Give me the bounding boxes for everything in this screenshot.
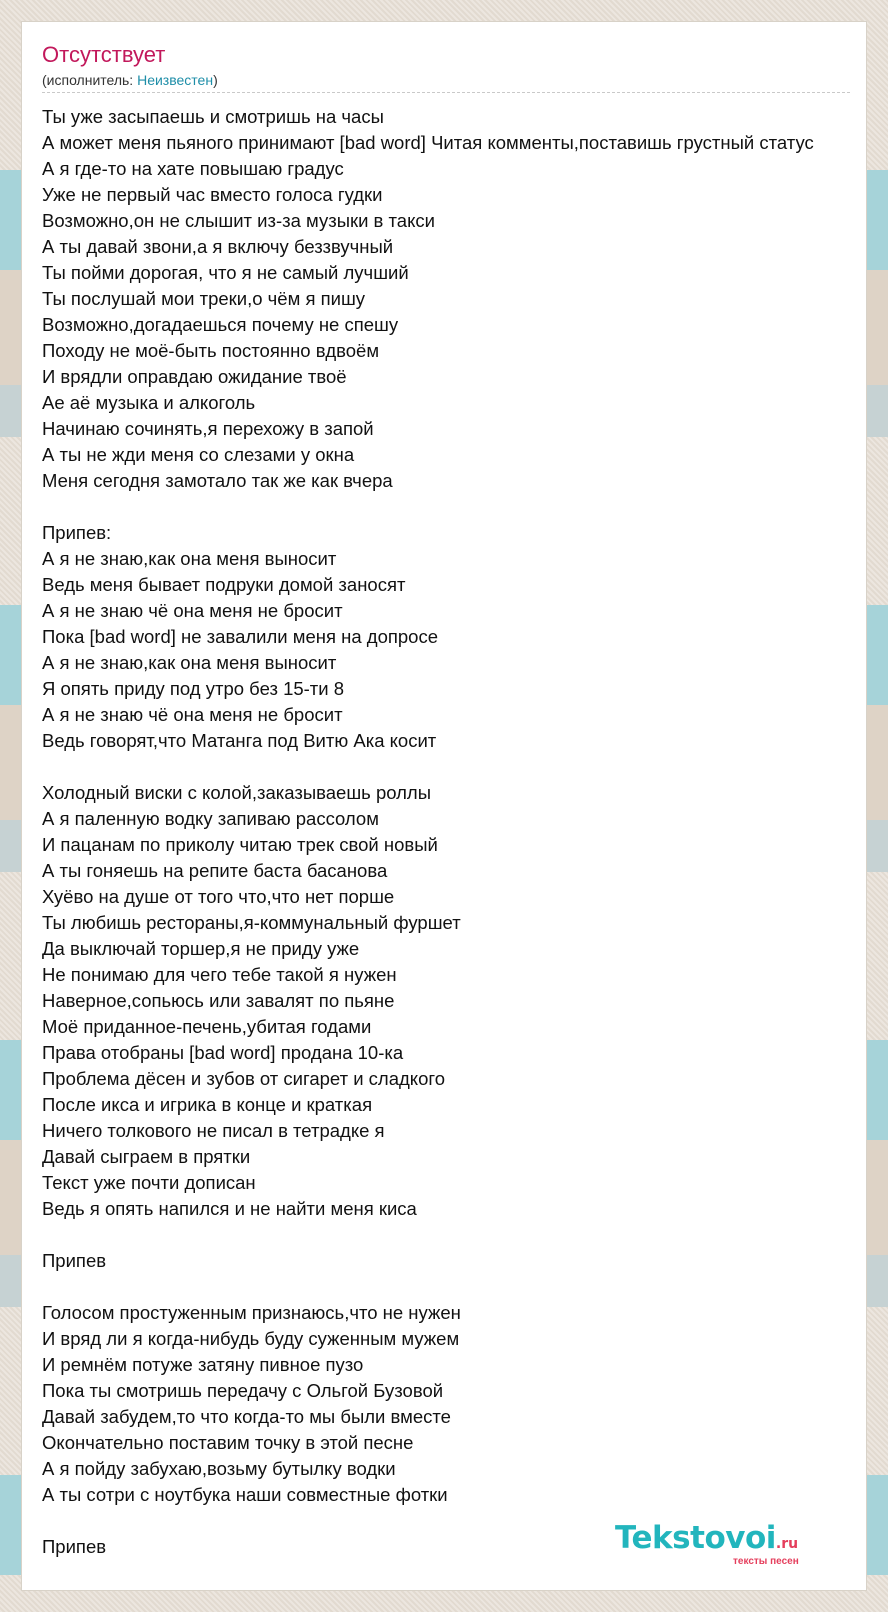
lyric-line: Ведь говорят,что Матанга под Витю Ака косит: [42, 730, 437, 751]
lyric-line: Припев: [42, 1250, 107, 1271]
lyric-line: [42, 1274, 866, 1300]
header-divider: [42, 92, 850, 93]
lyric-line: Ты уже засыпаешь и смотришь на часы: [42, 106, 384, 127]
lyric-line: Да выключай торшер,я не приду уже: [42, 938, 360, 959]
lyric-line: И врядли оправдаю ожидание твоё: [42, 366, 347, 387]
lyric-line: Припев: [42, 1536, 107, 1557]
lyric-line: А ты давай звони,а я включу беззвучный: [42, 236, 394, 257]
performer-link[interactable]: Неизвестен: [137, 72, 214, 88]
lyric-line: И вряд ли я когда-нибудь буду суженным мужем: [42, 1328, 460, 1349]
lyric-line: [42, 1222, 866, 1248]
lyric-line: Окончательно поставим точку в этой песне: [42, 1432, 414, 1453]
lyric-line: Возможно,догадаешься почему не спешу: [42, 314, 399, 335]
lyric-line: Ведь я опять напился и не найти меня киса: [42, 1198, 417, 1219]
lyric-line: А может меня пьяного принимают [bad word] Читая комменты,поставишь грустный статус: [42, 132, 814, 153]
lyric-line: Проблема дёсен и зубов от сигарет и сладкого: [42, 1068, 446, 1089]
logo-wordmark: [615, 1520, 798, 1556]
logo-name: Tekstovoi: [615, 1520, 776, 1556]
lyric-line: Права отобраны [bad word] продана 10-ка: [42, 1042, 404, 1063]
lyric-line: А я не знаю,как она меня выносит: [42, 548, 337, 569]
lyric-line: А ты сотри с ноутбука наши совместные фотки: [42, 1484, 448, 1505]
lyric-line: Холодный виски с колой,заказываешь роллы: [42, 782, 432, 803]
lyric-line: А я не знаю чё она меня не бросит: [42, 600, 343, 621]
lyric-line: Уже не первый час вместо голоса гудки: [42, 184, 383, 205]
performer-suffix: ): [213, 72, 218, 88]
lyric-line: Не понимаю для чего тебе такой я нужен: [42, 964, 397, 985]
lyric-line: Давай сыграем в прятки: [42, 1146, 251, 1167]
lyric-line: Моё приданное-печень,убитая годами: [42, 1016, 372, 1037]
lyric-line: А ты не жди меня со слезами у окна: [42, 444, 355, 465]
lyric-line: А я пойду забухаю,возьму бутылку водки: [42, 1458, 396, 1479]
lyric-line: Хуёво на душе от того что,что нет порше: [42, 886, 395, 907]
lyric-line: Ты любишь рестораны,я-коммунальный фуршет: [42, 912, 461, 933]
lyric-line: Ничего толкового не писал в тетрадке я: [42, 1120, 385, 1141]
lyric-line: [42, 754, 866, 780]
lyric-line: Начинаю сочинять,я перехожу в запой: [42, 418, 374, 439]
lyric-line: Я опять приду под утро без 15-ти 8: [42, 678, 345, 699]
lyric-line: Ты пойми дорогая, что я не самый лучший: [42, 262, 409, 283]
lyric-line: Наверное,сопьюсь или завалят по пьяне: [42, 990, 395, 1011]
site-logo[interactable]: [615, 1520, 835, 1567]
logo-tagline: тексты песен: [733, 1556, 799, 1567]
lyric-line: А я не знаю чё она меня не бросит: [42, 704, 343, 725]
logo-tld: .ru: [775, 1536, 799, 1552]
lyric-line: Давай забудем,то что когда-то мы были вместе: [42, 1406, 451, 1427]
lyrics-text: [42, 104, 866, 1560]
lyric-line: Возможно,он не слышит из-за музыки в такси: [42, 210, 435, 231]
lyric-line: И пацанам по приколу читаю трек свой новый: [42, 834, 438, 855]
performer-prefix: (исполнитель:: [42, 72, 138, 88]
lyric-line: А я паленную водку запиваю рассолом: [42, 808, 379, 829]
lyric-line: Ты послушай мои треки,о чём я пишу: [42, 288, 366, 309]
lyric-line: А я где-то на хате повышаю градус: [42, 158, 344, 179]
lyric-line: Пока [bad word] не завалили меня на допросе: [42, 626, 439, 647]
lyric-line: Голосом простуженным признаюсь,что не нужен: [42, 1302, 461, 1323]
lyric-line: А ты гоняешь на репите баста басанова: [42, 860, 388, 881]
lyric-line: Походу не моё-быть постоянно вдвоём: [42, 340, 380, 361]
lyric-line: А я не знаю,как она меня выносит: [42, 652, 337, 673]
lyric-line: И ремнём потуже затяну пивное пузо: [42, 1354, 364, 1375]
lyric-line: [42, 494, 866, 520]
lyric-line: Припев:: [42, 522, 112, 543]
lyric-line: Ведь меня бывает подруки домой заносят: [42, 574, 406, 595]
lyric-line: Текст уже почти дописан: [42, 1172, 256, 1193]
lyric-line: После икса и игрика в конце и краткая: [42, 1094, 373, 1115]
song-title: Отсутствует: [42, 42, 166, 67]
lyric-line: Пока ты смотришь передачу с Ольгой Бузовой: [42, 1380, 444, 1401]
lyric-line: Ае аё музыка и алкоголь: [42, 392, 256, 413]
lyrics-card: [21, 21, 867, 1591]
performer-line: [42, 72, 218, 88]
lyric-line: Меня сегодня замотало так же как вчера: [42, 470, 393, 491]
